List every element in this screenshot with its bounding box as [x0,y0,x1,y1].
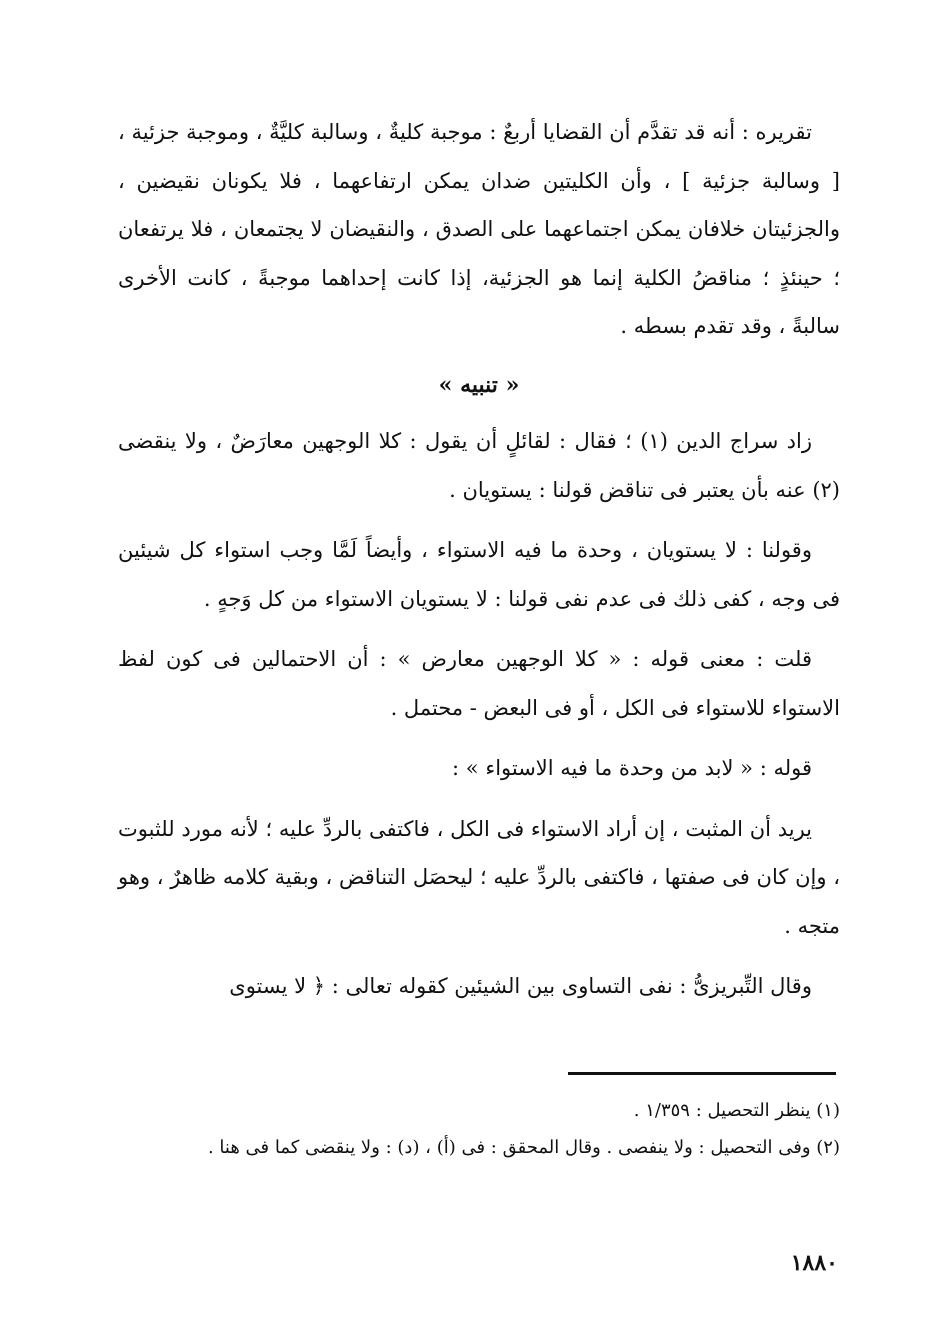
footnote-2: (٢) وفى التحصيل : ولا ينفصى . وقال المحقق : فى (أ) ، (د) : ولا ينقضى كما فى هنا . [207,1137,840,1158]
paragraph-taqrir: تقريره : أنه قد تقدَّم أن القضايا أربعٌ : موجبة كليةٌ ، وسالبة كليَّةٌ ، وموجبة جزئية ، [ وسالبة جزئية ] ، وأن الكليتين ضدان يمكن ارتفاعهما ، فلا يكونان نقيضين ، والجزئيتان خلافان يمكن اجتماعهما على الصدق ، والنقيضان لا يجتمعان ، فلا يرتفعان ؛ حينئذٍ ؛ مناقضُ الكلية إنما هو الجزئية، إذا كانت إحداهما موجبةً ، كانت الأخرى سالبةً ، وقد تقدم بسطه . [118,120,840,338]
footnote-divider [568,1072,836,1075]
paragraph-siraj: زاد سراج الدين (١) ؛ فقال : لقائلٍ أن يقول : كلا الوجهين معارَضٌ ، ولا ينقضى (٢) عنه بأن يعتبر فى تناقض قولنا : يستويان . [118,429,840,502]
main-text [118,108,840,1011]
footnote-1: (١) ينظر التحصيل : ١/٣٥٩ . [633,1100,840,1121]
paragraph-qultu: قلت : معنى قوله : « كلا الوجهين معارض » : أن الاحتمالين فى كون لفظ الاستواء للاستواء فى الكل ، أو فى البعض - محتمل . [118,647,840,720]
paragraph-qawluna: وقولنا : لا يستويان ، وحدة ما فيه الاستواء ، وأيضاً لَمَّا وجب استواء كل شيئين فى وجه ، كفى ذلك فى عدم نفى قولنا : لا يستويان الاستواء من كل وَجهٍ . [118,538,840,611]
paragraph-tabrizi: وقال التِّبريزىُّ : نفى التساوى بين الشيئين كقوله تعالى : ﴿ لا يستوى [229,974,812,998]
footnotes [118,1092,840,1166]
section-heading: « تنبيه » [438,371,520,398]
paragraph-qawluhu: قوله : « لابد من وحدة ما فيه الاستواء » : [452,756,812,780]
page-number: ١٨٨٠ [790,1250,838,1276]
paragraph-yurid: يريد أن المثبت ، إن أراد الاستواء فى الكل ، فاكتفى بالردِّ عليه ؛ لأنه مورد للثبوت ، وإن كان فى صفتها ، فاكتفى بالردِّ عليه ؛ ليحصَل التناقض ، وبقية كلامه ظاهرٌ ، وهو متجه . [118,816,840,938]
